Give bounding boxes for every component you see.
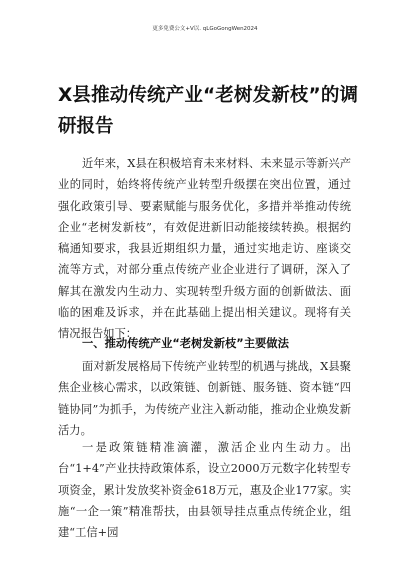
section-paragraph: 面对新发展格局下传统产业转型的机遇与挑战，X县聚焦企业核心需求，以政策链、创新链、服务链、资本链“四链协同”为抓手，为传统产业注入新动能，推动企业焕发新活力。 xyxy=(58,360,351,437)
document-title: X县推动传统产业“老树发新枝”的调研报告 xyxy=(58,85,358,137)
section-heading: 一、推动传统产业“老树发新枝”主要做法 xyxy=(82,337,289,350)
section-paragraph: 一是政策链精准滴灌，激活企业内生动力。出台“1+4”产业扶持政策体系，设立2000万元数字化转型专项资金，累计发放奖补资金618万元，惠及企业177家。实施“一企一策”精准帮扶，由县领导挂点重点传统企业，组建“工信+园 xyxy=(58,441,351,540)
intro-paragraph: 近年来，X县在积极培育未来材料、未来显示等新兴产业的同时，始终将传统产业转型升级摆在突出位置，通过强化政策引导、要素赋能与服务优化，多措并举推动传统企业“老树发新枝”，有效促进新旧动能接续转换。根据约稿通知要求，我县近期组织力量，通过实地走访、座谈交流等方式，对部分重点传统产业企业进行了调研，深入了解其在激发内生动力、实现转型升级方面的创新做法、面临的困难及诉求，并在此基础上提出相关建议。现将有关情况报告如下： xyxy=(58,157,351,341)
page-header-note: 更多免费公文+V以. qLGoGongWen2024 xyxy=(152,26,258,32)
